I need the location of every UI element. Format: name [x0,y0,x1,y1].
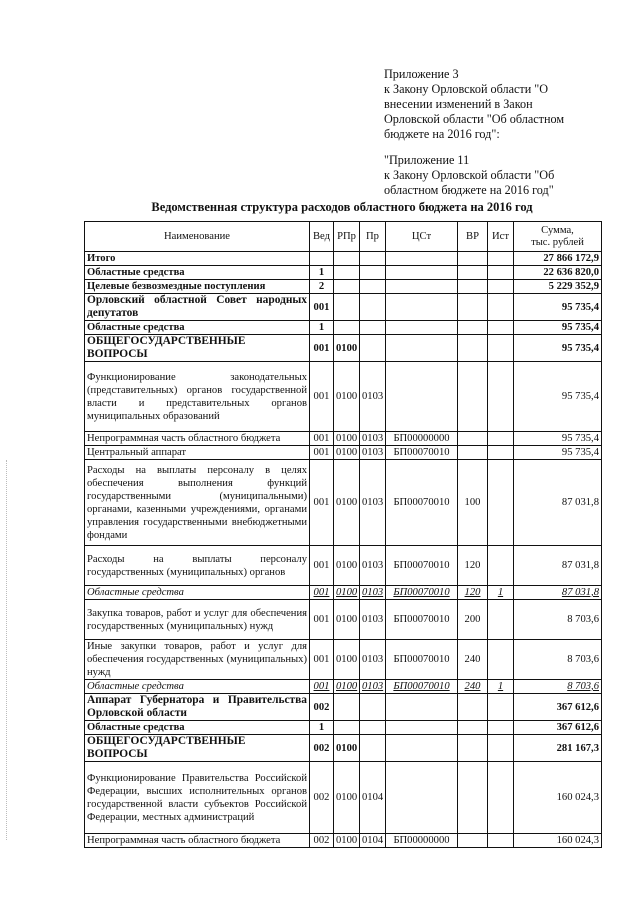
row-name: Областные средства [85,680,310,694]
row-vr [458,432,488,446]
row-rpr: 0100 [334,640,360,680]
table-header-row [85,222,602,252]
row-vr [458,446,488,460]
row-cst [386,321,458,335]
table-row [85,335,602,362]
row-cst: БП00070010 [386,460,458,546]
row-sum: 22 636 820,0 [514,266,602,280]
row-rpr: 0100 [334,680,360,694]
row-cst: БП00070010 [386,446,458,460]
table-row [85,252,602,266]
row-name: Закупка товаров, работ и услуг для обеспечения государственных (муниципальных) нужд [85,600,310,640]
row-ist [488,335,514,362]
table-row [85,432,602,446]
row-cst [386,252,458,266]
table-row [85,586,602,600]
row-vr [458,694,488,721]
row-name: Непрограммная часть областного бюджета [85,432,310,446]
row-name: Областные средства [85,721,310,735]
row-ved: 1 [310,721,334,735]
row-ved: 2 [310,280,334,294]
row-rpr: 0100 [334,586,360,600]
row-sum: 95 735,4 [514,321,602,335]
row-cst [386,335,458,362]
row-rpr: 0100 [334,735,360,762]
row-ved [310,252,334,266]
row-name: Расходы на выплаты персоналу государственных (муниципальных) органов [85,546,310,586]
row-ved: 001 [310,460,334,546]
row-vr [458,266,488,280]
header-sum-line2: тыс. рублей [531,236,584,248]
row-pr: 0103 [360,546,386,586]
row-ist [488,762,514,834]
row-cst [386,735,458,762]
row-ist [488,735,514,762]
row-ist [488,721,514,735]
table-row [85,460,602,546]
row-name: Иные закупки товаров, работ и услуг для обеспечения государственных (муниципальных) нужд [85,640,310,680]
row-pr [360,294,386,321]
row-name: Функционирование Правительства Российской Федерации, высших исполнительных органов государственной власти субъектов Российской Федерации, местных администраций [85,762,310,834]
table-row [85,680,602,694]
row-vr [458,252,488,266]
table-row [85,640,602,680]
row-cst [386,721,458,735]
row-ved: 001 [310,640,334,680]
row-cst [386,762,458,834]
row-ved: 001 [310,586,334,600]
row-ved: 002 [310,762,334,834]
row-rpr: 0100 [334,762,360,834]
row-vr: 240 [458,680,488,694]
row-name: Центральный аппарат [85,446,310,460]
row-sum: 5 229 352,9 [514,280,602,294]
row-ist [488,432,514,446]
row-sum: 27 866 172,9 [514,252,602,266]
row-vr [458,294,488,321]
row-sum: 8 703,6 [514,600,602,640]
header-ist: Ист [488,222,514,252]
row-name: Итого [85,252,310,266]
row-ist [488,321,514,335]
row-pr: 0103 [360,432,386,446]
row-sum: 95 735,4 [514,446,602,460]
row-pr [360,266,386,280]
row-pr: 0104 [360,762,386,834]
row-sum: 95 735,4 [514,362,602,432]
row-ist [488,362,514,432]
row-ist [488,266,514,280]
row-name: Областные средства [85,321,310,335]
row-vr [458,362,488,432]
row-vr [458,721,488,735]
row-ved: 001 [310,446,334,460]
header-pr: Пр [360,222,386,252]
row-pr [360,721,386,735]
row-vr [458,762,488,834]
scan-margin-dots [6,460,8,840]
row-pr [360,280,386,294]
row-cst: БП00000000 [386,432,458,446]
row-cst [386,266,458,280]
row-ved: 001 [310,362,334,432]
row-ist [488,546,514,586]
row-ist: 1 [488,586,514,600]
row-rpr [334,321,360,335]
row-cst [386,294,458,321]
row-name: Областные средства [85,266,310,280]
header-vr: ВР [458,222,488,252]
table-body [85,252,602,848]
header-name: Наименование [85,222,310,252]
row-rpr: 0100 [334,546,360,586]
row-sum: 8 703,6 [514,640,602,680]
row-vr: 100 [458,460,488,546]
row-sum: 367 612,6 [514,721,602,735]
row-pr [360,252,386,266]
row-pr: 0103 [360,586,386,600]
row-cst: БП00000000 [386,834,458,848]
row-rpr [334,266,360,280]
table-row [85,446,602,460]
table-row [85,735,602,762]
row-ved: 001 [310,600,334,640]
row-ist [488,460,514,546]
row-sum: 367 612,6 [514,694,602,721]
row-cst: БП00070010 [386,640,458,680]
row-sum: 87 031,8 [514,586,602,600]
row-pr: 0103 [360,600,386,640]
table-row [85,294,602,321]
row-name: Функционирование законодательных (представительных) органов государственной власти и представительных органов муниципальных образований [85,362,310,432]
row-vr: 200 [458,600,488,640]
header-rpr: РПр [334,222,360,252]
row-rpr [334,252,360,266]
document-title: Ведомственная структура расходов областного бюджета на 2016 год [151,200,533,214]
table-row [85,721,602,735]
row-rpr: 0100 [334,335,360,362]
row-ved: 001 [310,432,334,446]
row-name: Расходы на выплаты персоналу в целях обеспечения выполнения функций государственными (муниципальными) органами, казенными учреждениями, органами управления государственными внебюджетными фондами [85,460,310,546]
table-row [85,266,602,280]
row-name: ОБЩЕГОСУДАРСТВЕННЫЕ ВОПРОСЫ [85,335,310,362]
row-name: Областные средства [85,586,310,600]
row-rpr: 0100 [334,600,360,640]
row-ist [488,640,514,680]
row-cst [386,694,458,721]
row-vr [458,335,488,362]
appendix-line: областном бюджете на 2016 год" [384,183,554,197]
row-sum: 8 703,6 [514,680,602,694]
row-cst [386,280,458,294]
appendix-line: Орловской области "Об областном [384,112,565,126]
row-cst: БП00070010 [386,586,458,600]
row-sum: 160 024,3 [514,762,602,834]
row-sum: 87 031,8 [514,460,602,546]
row-pr: 0103 [360,362,386,432]
table-row [85,362,602,432]
row-pr: 0103 [360,460,386,546]
header-cst: ЦСт [386,222,458,252]
row-sum: 87 031,8 [514,546,602,586]
row-ved: 1 [310,321,334,335]
row-rpr: 0100 [334,446,360,460]
header-sum-line1: Сумма, [541,224,574,236]
row-pr: 0103 [360,446,386,460]
row-vr [458,321,488,335]
table-row [85,546,602,586]
row-ist: 1 [488,680,514,694]
table-row [85,762,602,834]
row-sum: 95 735,4 [514,335,602,362]
row-rpr [334,721,360,735]
row-name: Аппарат Губернатора и Правительства Орловской области [85,694,310,721]
row-rpr: 0100 [334,460,360,546]
row-ved: 001 [310,546,334,586]
row-rpr: 0100 [334,362,360,432]
row-vr [458,280,488,294]
row-sum: 95 735,4 [514,294,602,321]
appendix-line: внесении изменений в Закон [384,97,533,111]
row-pr [360,694,386,721]
appendix-header [384,67,600,198]
row-ist [488,280,514,294]
row-vr: 120 [458,586,488,600]
row-ist [488,600,514,640]
row-ist [488,834,514,848]
row-ist [488,294,514,321]
appendix-line: к Закону Орловской области "Об [384,168,555,182]
table-row [85,694,602,721]
row-pr [360,335,386,362]
row-pr: 0103 [360,680,386,694]
row-name: ОБЩЕГОСУДАРСТВЕННЫЕ ВОПРОСЫ [85,735,310,762]
row-ved: 001 [310,680,334,694]
appendix-line: "Приложение 11 [384,153,470,167]
row-sum: 160 024,3 [514,834,602,848]
row-rpr [334,694,360,721]
row-vr: 120 [458,546,488,586]
row-pr [360,735,386,762]
row-sum: 281 167,3 [514,735,602,762]
row-pr: 0104 [360,834,386,848]
row-rpr: 0100 [334,834,360,848]
table-row [85,321,602,335]
row-cst: БП00070010 [386,546,458,586]
row-vr [458,735,488,762]
row-name: Целевые безвозмездные поступления [85,280,310,294]
header-ved: Вед [310,222,334,252]
row-ved: 002 [310,694,334,721]
row-cst: БП00070010 [386,680,458,694]
row-rpr [334,294,360,321]
row-sum: 95 735,4 [514,432,602,446]
row-ved: 002 [310,834,334,848]
row-vr: 240 [458,640,488,680]
table-row [85,600,602,640]
row-ved: 001 [310,294,334,321]
row-ved: 002 [310,735,334,762]
appendix-line: Приложение 3 [384,67,459,81]
row-ved: 1 [310,266,334,280]
row-ist [488,252,514,266]
row-vr [458,834,488,848]
row-rpr: 0100 [334,432,360,446]
appendix-line: бюджете на 2016 год": [384,127,500,141]
row-ist [488,694,514,721]
row-name: Непрограммная часть областного бюджета [85,834,310,848]
row-cst [386,362,458,432]
header-sum [514,222,602,252]
row-ist [488,446,514,460]
row-name: Орловский областной Совет народных депутатов [85,294,310,321]
row-rpr [334,280,360,294]
row-cst: БП00070010 [386,600,458,640]
appendix-line: к Закону Орловской области "О [384,82,549,96]
table-row [85,834,602,848]
budget-table [84,221,602,848]
row-pr [360,321,386,335]
row-ved: 001 [310,335,334,362]
row-pr: 0103 [360,640,386,680]
table-row [85,280,602,294]
